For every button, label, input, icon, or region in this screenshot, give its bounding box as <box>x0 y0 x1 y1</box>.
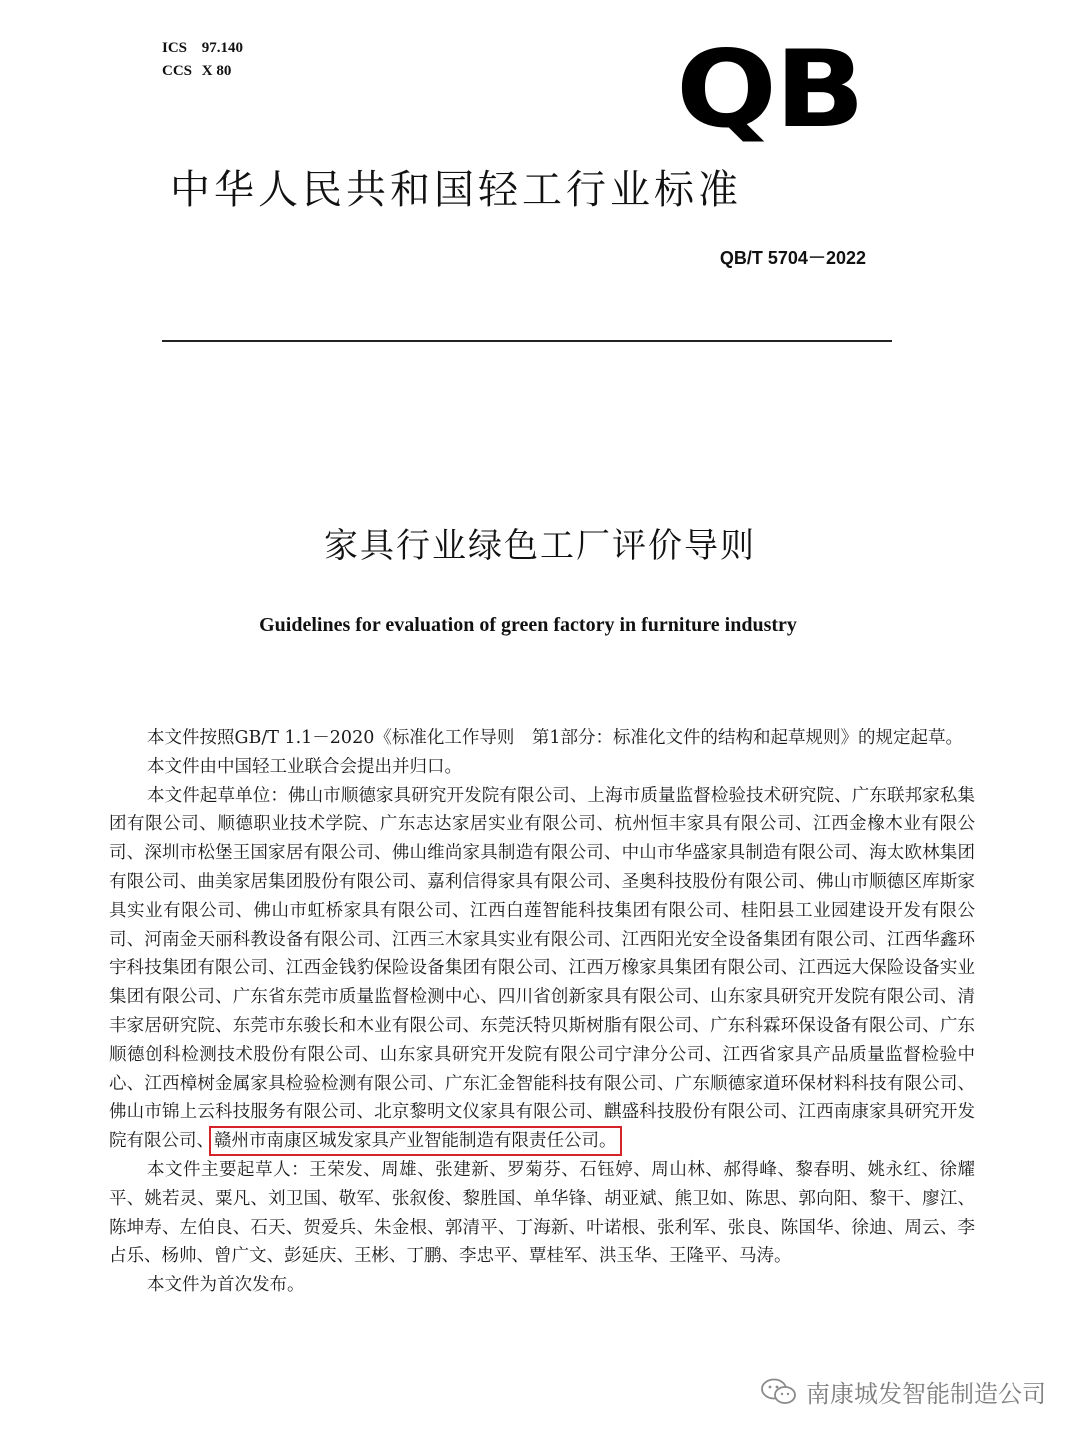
ccs-code <box>162 60 243 83</box>
ics-label: ICS <box>162 40 188 56</box>
header-divider <box>162 340 892 342</box>
drafting-units-list: 本文件起草单位：佛山市顺德家具研究开发院有限公司、上海市质量监督检验技术研究院、广东联邦家私集团有限公司、顺德职业技术学院、广东志达家居实业有限公司、杭州恒丰家具有限公司、江西金橡木业有限公司、深圳市松堡王国家居有限公司、佛山维尚家具制造有限公司、中山市华盛家具制造有限公司、海太欧林集团有限公司、曲美家居集团股份有限公司、嘉利信得家具有限公司、圣奥科技股份有限公司、佛山市顺德区库斯家具实业有限公司、佛山市虹桥家具有限公司、江西白莲智能科技集团有限公司、桂阳县工业园建设开发有限公司、河南金天丽科教设备有限公司、江西三木家具实业有限公司、江西阳光安全设备集团有限公司、江西华鑫环宇科技集团有限公司、江西金钱豹保险设备集团有限公司、江西万橡家具集团有限公司、江西远大保险设备实业集团有限公司、广东省东莞市质量监督检测中心、四川省创新家具有限公司、山东家具研究开发院有限公司、清丰家居研究院、东莞市东骏长和木业有限公司、东莞沃特贝斯树脂有限公司、广东科霖环保设备有限公司、广东顺德创科检测技术股份有限公司、山东家具研究开发院有限公司宁津分公司、江西省家具产品质量监督检验中心、江西樟树金属家具检验检测有限公司、广东汇金智能科技有限公司、广东顺德家道环保材料科技有限公司、佛山市锦上云科技服务有限公司、北京黎明文仪家具有限公司、麒盛科技股份有限公司、江西南康家具研究开发院有限公司、 <box>109 785 975 1152</box>
ccs-label: CCS <box>162 63 193 79</box>
document-body <box>109 724 975 1300</box>
qb-logo: QB <box>676 28 863 151</box>
paragraph-drafting-rules: 本文件按照GB/T 1.1－2020《标准化工作导则 第1部分：标准化文件的结构和起草规则》的规定起草。 <box>147 728 963 748</box>
document-title-cn: 家具行业绿色工厂评价导则 <box>324 526 756 566</box>
document-title-en: Guidelines for evaluation of green factory in furniture industry <box>259 614 797 636</box>
watermark <box>760 1374 1046 1409</box>
ics-value: 97.140 <box>201 40 243 56</box>
ics-code <box>162 37 243 60</box>
ccs-value: X 80 <box>201 63 232 79</box>
standard-number: QB/T 5704－2022 <box>719 248 866 268</box>
paragraph-proposer: 本文件由中国轻工业联合会提出并归口。 <box>147 756 462 777</box>
paragraph-first-release: 本文件为首次发布。 <box>147 1275 305 1296</box>
watermark-text: 南康城发智能制造公司 <box>806 1380 1046 1408</box>
highlighted-company: 赣州市南康区城发家具产业智能制造有限责任公司。 <box>214 1131 617 1152</box>
paragraph-drafting-units <box>109 782 975 1156</box>
paragraph-drafters: 本文件主要起草人：王荣发、周雄、张建新、罗菊芬、石钰婷、周山林、郝得峰、黎春明、姚永红、徐耀平、姚若灵、粟凡、刘卫国、敬军、张叙俊、黎胜国、单华锋、胡亚斌、熊卫如、陈思、郭向阳、黎干、廖江、陈坤寿、左伯良、石天、贺爱兵、朱金根、郭清平、丁海新、叶诺根、张利军、张良、陈国华、徐迪、周云、李占乐、杨帅、曾广文、彭延庆、王彬、丁鹏、李忠平、覃桂军、洪玉华、王隆平、马涛。 <box>109 1159 975 1267</box>
classification-codes <box>162 37 243 83</box>
wechat-icon <box>760 1377 798 1407</box>
standard-title: 中华人民共和国轻工行业标准 <box>170 167 742 213</box>
